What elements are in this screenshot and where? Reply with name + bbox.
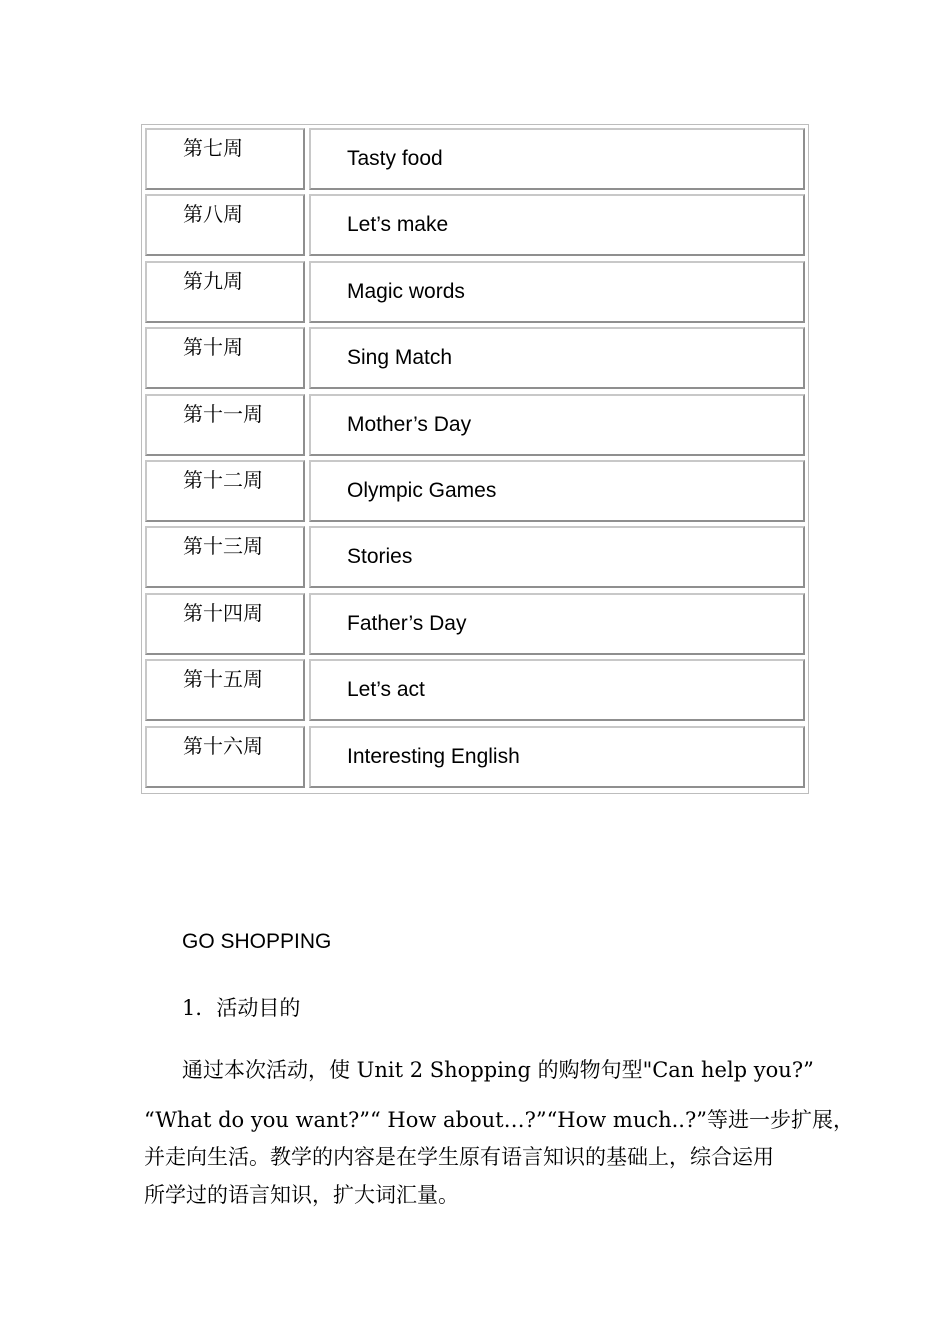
table-row	[145, 327, 805, 394]
week-label: 第十二周	[183, 468, 263, 492]
week-cell	[145, 261, 305, 323]
week-cell	[145, 460, 305, 522]
table-row	[145, 526, 805, 593]
topic-cell	[309, 261, 805, 323]
week-cell	[145, 394, 305, 456]
paragraph-line: 并走向生活。教学的内容是在学生原有语言知识的基础上，综合运用	[144, 1145, 774, 1169]
topic-cell	[309, 128, 805, 190]
topic-label: Let’s act	[347, 678, 425, 702]
paragraph-line: 所学过的语言知识，扩大词汇量。	[144, 1182, 459, 1207]
table-row	[145, 460, 805, 527]
week-label: 第十周	[183, 335, 243, 360]
topic-cell	[309, 593, 805, 655]
paragraph-line: 通过本次活动，使 Unit 2 Shopping 的购物句型"Can help you?”	[182, 1058, 814, 1082]
table-row	[145, 128, 805, 195]
week-label: 第七周	[183, 136, 243, 160]
week-cell	[145, 128, 305, 190]
week-cell	[145, 659, 305, 721]
section-subheading: 1．活动目的	[182, 996, 301, 1020]
week-label: 第八周	[183, 202, 243, 227]
topic-cell	[309, 194, 805, 256]
week-label: 第十六周	[183, 733, 263, 758]
topic-cell	[309, 327, 805, 389]
week-cell	[145, 593, 305, 655]
topic-label: Sing Match	[347, 346, 453, 370]
topic-cell	[309, 460, 805, 522]
topic-label: Stories	[347, 545, 413, 569]
topic-label: Father’s Day	[347, 611, 467, 635]
topic-label: Mother’s Day	[347, 412, 472, 436]
topic-cell	[309, 526, 805, 588]
table-row	[145, 726, 805, 793]
topic-cell	[309, 726, 805, 788]
week-cell	[145, 726, 305, 788]
week-label: 第十三周	[183, 534, 263, 559]
table-row	[145, 394, 805, 461]
week-cell	[145, 194, 305, 256]
week-cell	[145, 327, 305, 389]
section-heading: GO SHOPPING	[182, 930, 332, 953]
table-row	[145, 593, 805, 660]
week-label: 第九周	[183, 268, 243, 293]
purpose-paragraph	[144, 1052, 854, 1214]
topic-label: Let’s make	[347, 213, 449, 237]
topic-label: Interesting English	[347, 744, 520, 768]
table-row	[145, 659, 805, 726]
topic-cell	[309, 394, 805, 456]
topic-label: Olympic Games	[347, 479, 497, 502]
week-label: 第十一周	[183, 401, 263, 426]
week-cell	[145, 526, 305, 588]
schedule-table-body	[145, 128, 805, 790]
topic-label: Magic words	[347, 279, 465, 303]
table-row	[145, 261, 805, 328]
table-row	[145, 194, 805, 261]
paragraph-line: “What do you want?”“ How about…?”“How much..?”等进一步扩展，	[144, 1107, 854, 1132]
schedule-table	[141, 124, 809, 794]
topic-label: Tasty food	[347, 147, 443, 170]
topic-cell	[309, 659, 805, 721]
week-label: 第十五周	[183, 667, 263, 692]
week-label: 第十四周	[183, 600, 263, 625]
